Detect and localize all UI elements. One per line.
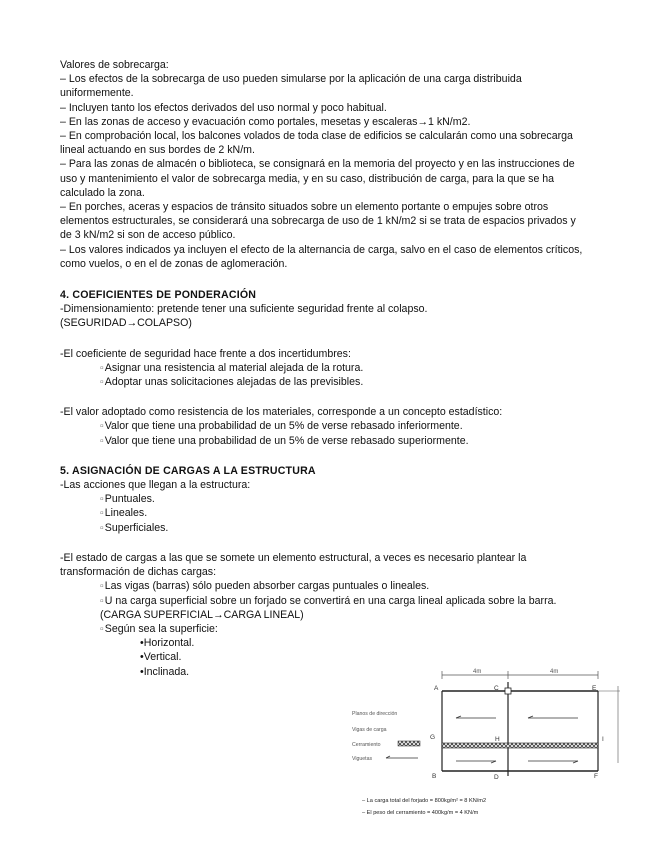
bullet-icon: ▫ (100, 622, 104, 635)
seguridad-text: (SEGURIDAD→COLAPSO) (60, 317, 192, 330)
node-label-e: E (592, 685, 597, 692)
node-label-i: I (602, 736, 604, 743)
note-forjado: – La carga total del forjado = 800kg/m² = 8 KN/m2 (362, 798, 487, 804)
dim-label-left: 4m (473, 669, 482, 675)
list-item: ▫Adoptar unas solicitaciones alejadas de las previsibles. (100, 376, 364, 389)
sobrecarga-item: – Los valores indicados ya incluyen el efecto de la alternancia de carga, salvo en el caso de elementos críticos, como vuelos, o en el de zonas de aglomeración. (60, 243, 583, 270)
section-heading-coeficientes: 4. COEFICIENTES DE PONDERACIÓN (60, 289, 257, 302)
sobrecarga-item: – Los efectos de la sobrecarga de uso pueden simularse por la aplicación de una carga distribuida uniformemente. (60, 73, 522, 100)
legend-planos: Planos de dirección (352, 711, 398, 717)
carga-text: (CARGA SUPERFICIAL→CARGA LINEAL) (100, 608, 304, 621)
joist-arrows (456, 716, 578, 763)
node-label-f: F (594, 773, 598, 780)
legend-cerramiento: Cerramiento (352, 742, 381, 748)
bullet-icon: ▫ (100, 580, 104, 593)
sobrecarga-item: – En las zonas de acceso y evacuación como portales, mesetas y escaleras→1 kN/m2. (60, 115, 471, 128)
valor-intro: -El valor adoptado como resistencia de los materiales, corresponde a un concepto estadístico: (60, 406, 503, 419)
node-label-d: D (494, 774, 499, 781)
note-cerramiento: – El peso del cerramiento = 400kg/m = 4 KN/m (362, 810, 479, 816)
bullet-icon: ▫ (100, 507, 104, 520)
section-heading-asignacion: 5. ASIGNACIÓN DE CARGAS A LA ESTRUCTURA (60, 464, 316, 477)
acciones-intro: -Las acciones que llegan a la estructura: (60, 479, 251, 492)
list-item: ▫Las vigas (barras) sólo pueden absorber cargas puntuales o lineales. (100, 580, 430, 593)
list-item: ▫Según sea la superficie: (100, 622, 218, 635)
sobrecarga-item: – En comprobación local, los balcones volados de toda clase de edificios se calcularán como una sobrecarga lineal actuando en sus bordes de 2 kN/m. (60, 130, 573, 157)
sobrecarga-item: – Incluyen tanto los efectos derivados del uso normal y poco habitual. (60, 101, 387, 114)
incertidumbres-intro: -El coeficiente de seguridad hace frente a dos incertidumbres: (60, 347, 351, 360)
list-item: •Inclinada. (140, 665, 190, 678)
node-label-h: H (495, 736, 500, 743)
node-label-c: C (494, 685, 499, 692)
document-page (60, 58, 590, 679)
sobrecarga-item: – En porches, aceras y espacios de tránsito situados sobre un elemento portante o empujes sobre otros elementos estructurales, se considerará una sobrecarga de uso de 1 kN/m2 si se trata de espacios privados y de 3 kN/m2 si son de acceso público. (60, 201, 576, 242)
structural-plan-figure (348, 668, 633, 824)
list-item: ▫Valor que tiene una probabilidad de un 5% de verse rebasado inferiormente. (100, 420, 463, 433)
node-label-b: B (432, 773, 437, 780)
node-label-g: G (430, 734, 436, 741)
legend-viguetas: Viguetas (352, 756, 373, 762)
sobrecarga-item: – Para las zonas de almacén o biblioteca, se consignará en la memoria del proyecto y en las instrucciones de uso y mantenimiento el valor de sobrecarga media, y en su caso, distribución de carga, para la que se ha calculado la zona. (60, 158, 575, 199)
dot-bullet-icon: • (140, 665, 144, 678)
list-item: ▫Lineales. (100, 507, 148, 520)
dot-bullet-icon: • (140, 637, 144, 650)
legend-arrow (386, 756, 418, 758)
estado-intro: -El estado de cargas a las que se somete un elemento estructural, a veces es necesario plantear la transformación de dichas cargas: (60, 551, 527, 579)
dimensionamiento-text: -Dimensionamiento: pretende tener una suficiente seguridad frente al colapso. (60, 303, 428, 316)
list-item: ▫Superficiales. (100, 521, 169, 534)
dot-bullet-icon: • (140, 651, 144, 664)
list-item: ▫Valor que tiene una probabilidad de un 5% de verse rebasado superiormente. (100, 434, 469, 447)
list-item: ▫U na carga superficial sobre un forjado se convertirá en una carga lineal aplicada sobre la barra. (100, 594, 557, 607)
list-item: •Horizontal. (140, 637, 195, 650)
list-item: ▫Puntuales. (100, 493, 155, 506)
bullet-icon: ▫ (100, 521, 104, 534)
bullet-icon: ▫ (100, 493, 104, 506)
bullet-icon: ▫ (100, 434, 104, 447)
bullet-icon: ▫ (100, 420, 104, 433)
list-item: ▫Asignar una resistencia al material alejada de la rotura. (100, 361, 364, 374)
sobrecarga-title: Valores de sobrecarga: (60, 59, 169, 71)
bullet-icon: ▫ (100, 594, 104, 607)
legend-hatch-swatch (398, 741, 420, 746)
list-item: •Vertical. (140, 651, 182, 664)
dim-label-right: 4m (550, 669, 559, 675)
legend-vigas: Vigas de carga (352, 727, 387, 733)
bullet-icon: ▫ (100, 361, 104, 374)
wall-hatch (442, 743, 598, 748)
node-label-a: A (434, 685, 439, 692)
bullet-icon: ▫ (100, 376, 104, 389)
